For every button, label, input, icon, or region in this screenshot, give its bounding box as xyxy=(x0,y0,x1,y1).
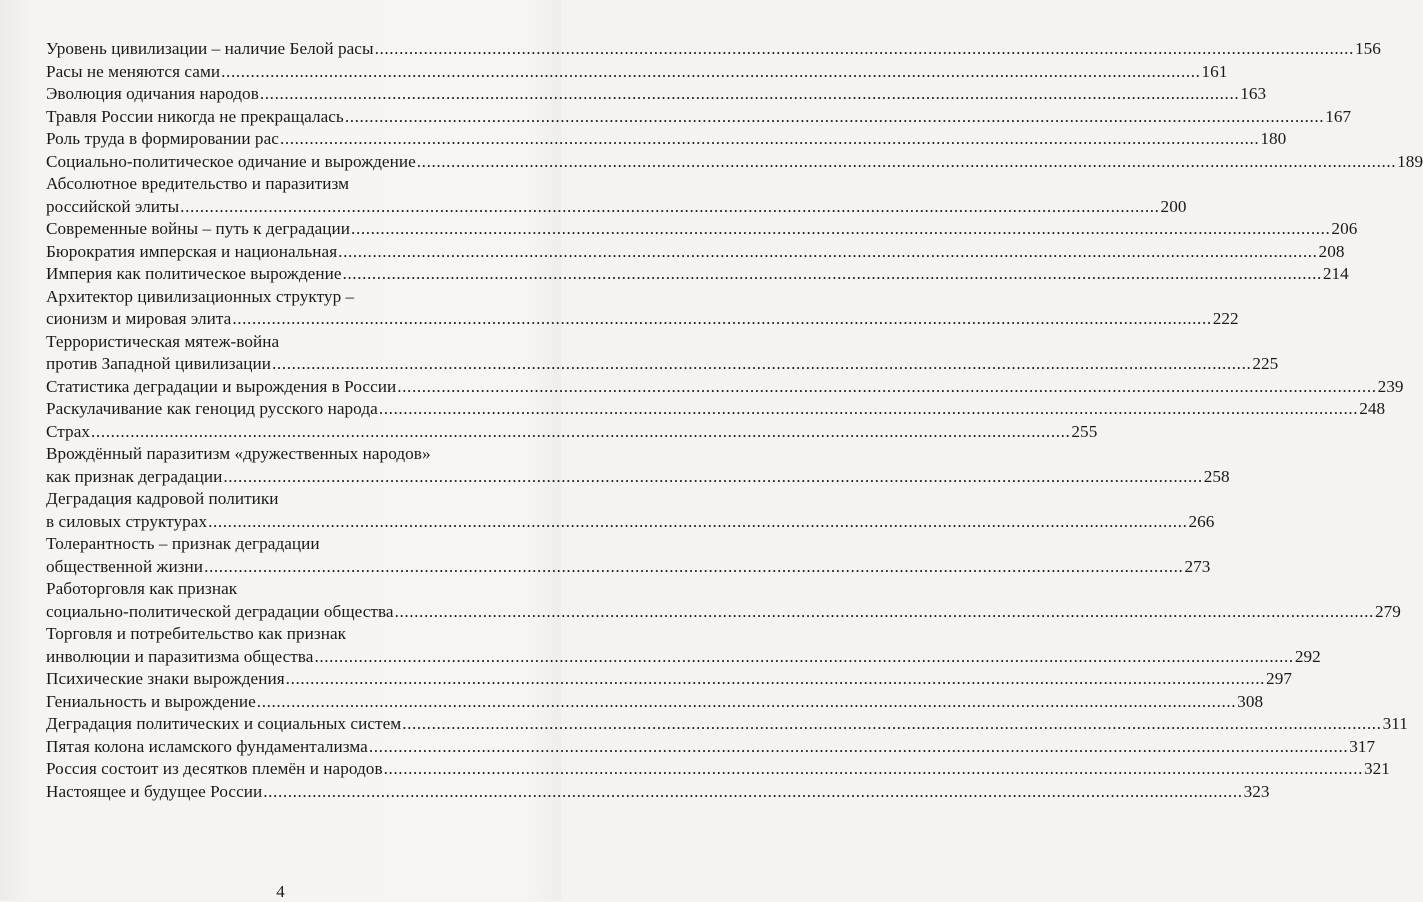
toc-entry-page: 208 xyxy=(1318,241,1345,261)
toc-entry-page: 248 xyxy=(1359,399,1386,418)
toc-entry xyxy=(46,691,1264,714)
toc-entry-title: Страх xyxy=(46,421,91,441)
toc-entry-title: Социально-политическое одичание и вырождение xyxy=(46,151,416,171)
toc-entry xyxy=(46,623,1321,668)
toc-entry-title: Работорговля как признак xyxy=(46,579,238,598)
toc-entry xyxy=(46,218,1358,241)
toc-dot-leader xyxy=(395,601,1374,624)
table-of-contents xyxy=(46,38,1423,803)
toc-entry-line xyxy=(46,556,1211,579)
toc-entry-page: 200 xyxy=(1160,196,1187,216)
toc-dot-leader xyxy=(402,713,1381,736)
toc-entry-line xyxy=(46,286,524,309)
toc-entry-page: 321 xyxy=(1363,759,1390,778)
toc-dot-leader xyxy=(260,83,1239,106)
toc-entry-title: социально-политической деградации общества xyxy=(46,601,394,621)
toc-entry-title: Деградация политических и социальных систем xyxy=(46,714,402,733)
page-number: 4 xyxy=(276,882,285,901)
toc-entry xyxy=(46,38,1381,61)
toc-entry-line xyxy=(46,758,1390,781)
toc-entry-page: 206 xyxy=(1331,219,1358,238)
toc-entry-line xyxy=(46,376,1404,399)
toc-entry-title: Врождённый паразитизм «дружественных народов» xyxy=(46,444,431,463)
toc-entry-line xyxy=(46,781,1270,804)
toc-dot-leader xyxy=(343,263,1322,286)
toc-entry xyxy=(46,781,1270,804)
toc-entry-page: 180 xyxy=(1260,129,1287,148)
toc-entry-title: Настоящее и будущее России xyxy=(46,781,263,801)
toc-entry xyxy=(46,398,1386,421)
toc-entry xyxy=(46,736,1376,759)
toc-entry-page: 156 xyxy=(1354,39,1381,58)
toc-entry-title: Архитектор цивилизационных структур – xyxy=(46,286,355,306)
toc-entry-title: Торговля и потребительство как признак xyxy=(46,624,347,643)
toc-dot-leader xyxy=(369,736,1348,759)
toc-entry xyxy=(46,106,1352,129)
toc-entry-line xyxy=(46,151,1423,174)
toc-entry xyxy=(46,61,1228,84)
toc-entry-line xyxy=(46,308,1239,331)
toc-dot-leader xyxy=(417,151,1396,174)
toc-dot-leader xyxy=(379,398,1358,421)
toc-entry-title: Абсолютное вредительство и паразитизм xyxy=(46,174,350,193)
toc-entry-page: 292 xyxy=(1294,646,1321,666)
toc-entry xyxy=(46,173,1187,218)
toc-entry-title: Гениальность и вырождение xyxy=(46,691,256,711)
toc-dot-leader xyxy=(338,241,1317,264)
toc-entry xyxy=(46,151,1423,174)
toc-dot-leader xyxy=(221,61,1200,84)
toc-dot-leader xyxy=(91,421,1070,444)
toc-entry-line xyxy=(46,533,524,556)
toc-entry-line xyxy=(46,736,1376,759)
toc-entry xyxy=(46,286,1239,331)
toc-entry-line xyxy=(46,421,1098,444)
toc-entry-title: Бюрократия имперская и национальная xyxy=(46,241,338,261)
toc-entry-title: Уровень цивилизации – наличие Белой расы xyxy=(46,39,374,58)
toc-dot-leader xyxy=(272,353,1251,376)
toc-entry-line xyxy=(46,511,1215,534)
toc-entry xyxy=(46,443,1230,488)
toc-entry-line xyxy=(46,398,1386,421)
toc-entry-line xyxy=(46,196,1187,219)
toc-entry-page: 189 xyxy=(1397,151,1423,171)
toc-dot-leader xyxy=(351,218,1330,241)
toc-dot-leader xyxy=(384,758,1363,781)
toc-entry-line xyxy=(46,668,1292,691)
toc-entry xyxy=(46,713,1408,736)
toc-entry-page: 161 xyxy=(1201,61,1228,81)
toc-entry-title: инволюции и паразитизма общества xyxy=(46,646,314,666)
toc-entry-line xyxy=(46,578,524,601)
toc-entry xyxy=(46,83,1267,106)
toc-entry-title: Толерантность – признак деградации xyxy=(46,534,320,553)
toc-dot-leader xyxy=(204,556,1183,579)
toc-entry-line xyxy=(46,61,1228,84)
toc-entry-line xyxy=(46,601,1401,624)
toc-entry xyxy=(46,421,1098,444)
toc-entry-title: против Западной цивилизации xyxy=(46,354,271,373)
toc-entry-page: 279 xyxy=(1374,601,1401,621)
toc-entry-line xyxy=(46,128,1287,151)
toc-entry xyxy=(46,128,1287,151)
toc-dot-leader xyxy=(286,668,1265,691)
toc-entry-title: Расы не меняются сами xyxy=(46,61,221,81)
toc-entry-page: 258 xyxy=(1203,466,1230,486)
toc-entry-line xyxy=(46,488,524,511)
toc-entry-title: в силовых структурах xyxy=(46,511,208,531)
toc-entry xyxy=(46,578,1401,623)
toc-entry-page: 273 xyxy=(1184,556,1211,576)
toc-entry-page: 222 xyxy=(1212,309,1239,328)
toc-entry-title: Пятая колона исламского фундаментализма xyxy=(46,736,368,756)
toc-entry xyxy=(46,241,1345,264)
toc-entry-page: 167 xyxy=(1325,106,1352,126)
toc-entry-page: 163 xyxy=(1240,84,1267,103)
toc-entry-line xyxy=(46,691,1264,714)
toc-dot-leader xyxy=(223,466,1202,489)
toc-entry-title: Террористическая мятеж-война xyxy=(46,331,280,351)
toc-entry-line xyxy=(46,218,1358,241)
toc-dot-leader xyxy=(314,646,1293,669)
toc-entry-title: Эволюция одичания народов xyxy=(46,84,259,103)
toc-entry-line xyxy=(46,241,1345,264)
toc-entry-title: как признак деградации xyxy=(46,466,223,486)
toc-entry-page: 311 xyxy=(1382,714,1408,733)
toc-entry-page: 323 xyxy=(1243,781,1270,801)
toc-entry-title: Деградация кадровой политики xyxy=(46,489,279,508)
toc-entry-line xyxy=(46,646,1321,669)
toc-entry-title: Современные войны – путь к деградации xyxy=(46,219,351,238)
toc-dot-leader xyxy=(232,308,1211,331)
toc-entry-title: сионизм и мировая элита xyxy=(46,309,232,328)
toc-entry-line xyxy=(46,83,1267,106)
toc-dot-leader xyxy=(263,781,1242,804)
toc-dot-leader xyxy=(280,128,1259,151)
toc-entry-title: общественной жизни xyxy=(46,556,204,576)
toc-dot-leader xyxy=(375,38,1354,61)
toc-entry-page: 308 xyxy=(1237,691,1264,711)
toc-dot-leader xyxy=(208,511,1187,534)
toc-dot-leader xyxy=(180,196,1159,219)
toc-entry-line xyxy=(46,713,1408,736)
toc-entry-title: Раскулачивание как геноцид русского народа xyxy=(46,399,378,418)
toc-entry xyxy=(46,533,1211,578)
toc-entry-title: российской элиты xyxy=(46,196,180,216)
toc-entry xyxy=(46,668,1292,691)
toc-entry xyxy=(46,263,1349,286)
toc-dot-leader xyxy=(257,691,1236,714)
toc-entry xyxy=(46,376,1404,399)
toc-entry-line xyxy=(46,38,1381,61)
toc-entry-page: 214 xyxy=(1322,264,1349,283)
toc-entry-title: Империя как политическое вырождение xyxy=(46,264,342,283)
toc-entry-line xyxy=(46,353,1279,376)
toc-entry-title: Травля России никогда не прекращалась xyxy=(46,106,344,126)
toc-dot-leader xyxy=(345,106,1324,129)
toc-entry xyxy=(46,331,1279,376)
toc-entry-page: 255 xyxy=(1071,421,1098,441)
toc-entry-line xyxy=(46,263,1349,286)
toc-entry xyxy=(46,488,1215,533)
toc-entry xyxy=(46,758,1390,781)
toc-entry-line xyxy=(46,466,1230,489)
toc-entry-line xyxy=(46,173,524,196)
toc-entry-line xyxy=(46,443,524,466)
toc-entry-page: 297 xyxy=(1266,669,1292,688)
toc-entry-line xyxy=(46,331,524,354)
toc-entry-title: Статистика деградации и вырождения в России xyxy=(46,376,397,396)
toc-entry-line xyxy=(46,106,1352,129)
toc-entry-title: Психические знаки вырождения xyxy=(46,669,285,688)
toc-entry-line xyxy=(46,623,524,646)
toc-entry-page: 225 xyxy=(1252,354,1279,373)
toc-dot-leader xyxy=(397,376,1376,399)
toc-entry-page: 239 xyxy=(1377,376,1404,396)
toc-entry-title: Россия состоит из десятков племён и народов xyxy=(46,759,383,778)
toc-entry-title: Роль труда в формировании рас xyxy=(46,129,279,148)
toc-entry-page: 266 xyxy=(1188,511,1215,531)
toc-entry-page: 317 xyxy=(1349,736,1376,756)
